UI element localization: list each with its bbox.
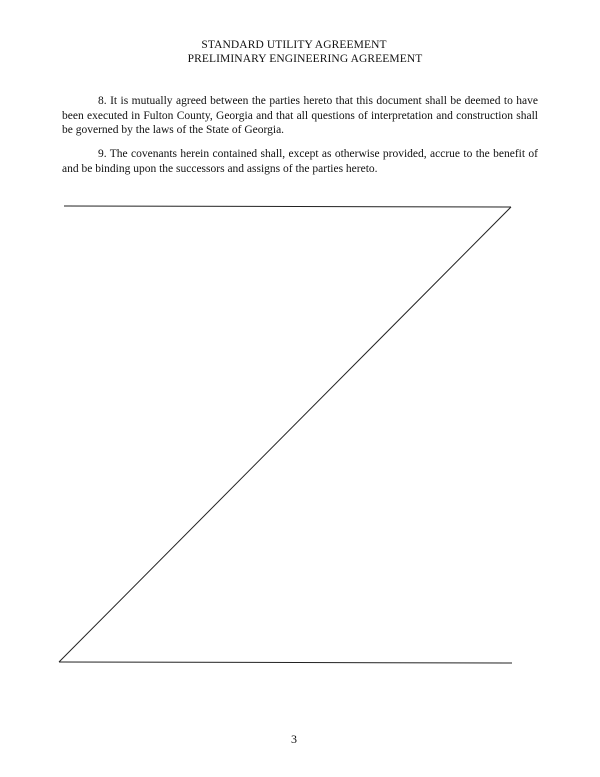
z-mark-top-line	[64, 206, 511, 207]
document-title: STANDARD UTILITY AGREEMENT	[201, 39, 387, 51]
z-mark-bottom-line	[59, 662, 512, 663]
paragraph-8: 8. It is mutually agreed between the parties hereto that this document shall be deemed to have been executed in Fulton County, Georgia and that all questions of interpretation and construction shall be governed by the laws of the State of Georgia.	[62, 95, 538, 136]
page-number: 3	[291, 732, 297, 746]
document-subtitle: PRELIMINARY ENGINEERING AGREEMENT	[187, 53, 423, 65]
z-mark-diagonal-line	[59, 207, 511, 662]
paragraph-9: 9. The covenants herein contained shall, except as otherwise provided, accrue to the benefit of and be binding upon the successors and assigns of the parties hereto.	[62, 148, 538, 175]
